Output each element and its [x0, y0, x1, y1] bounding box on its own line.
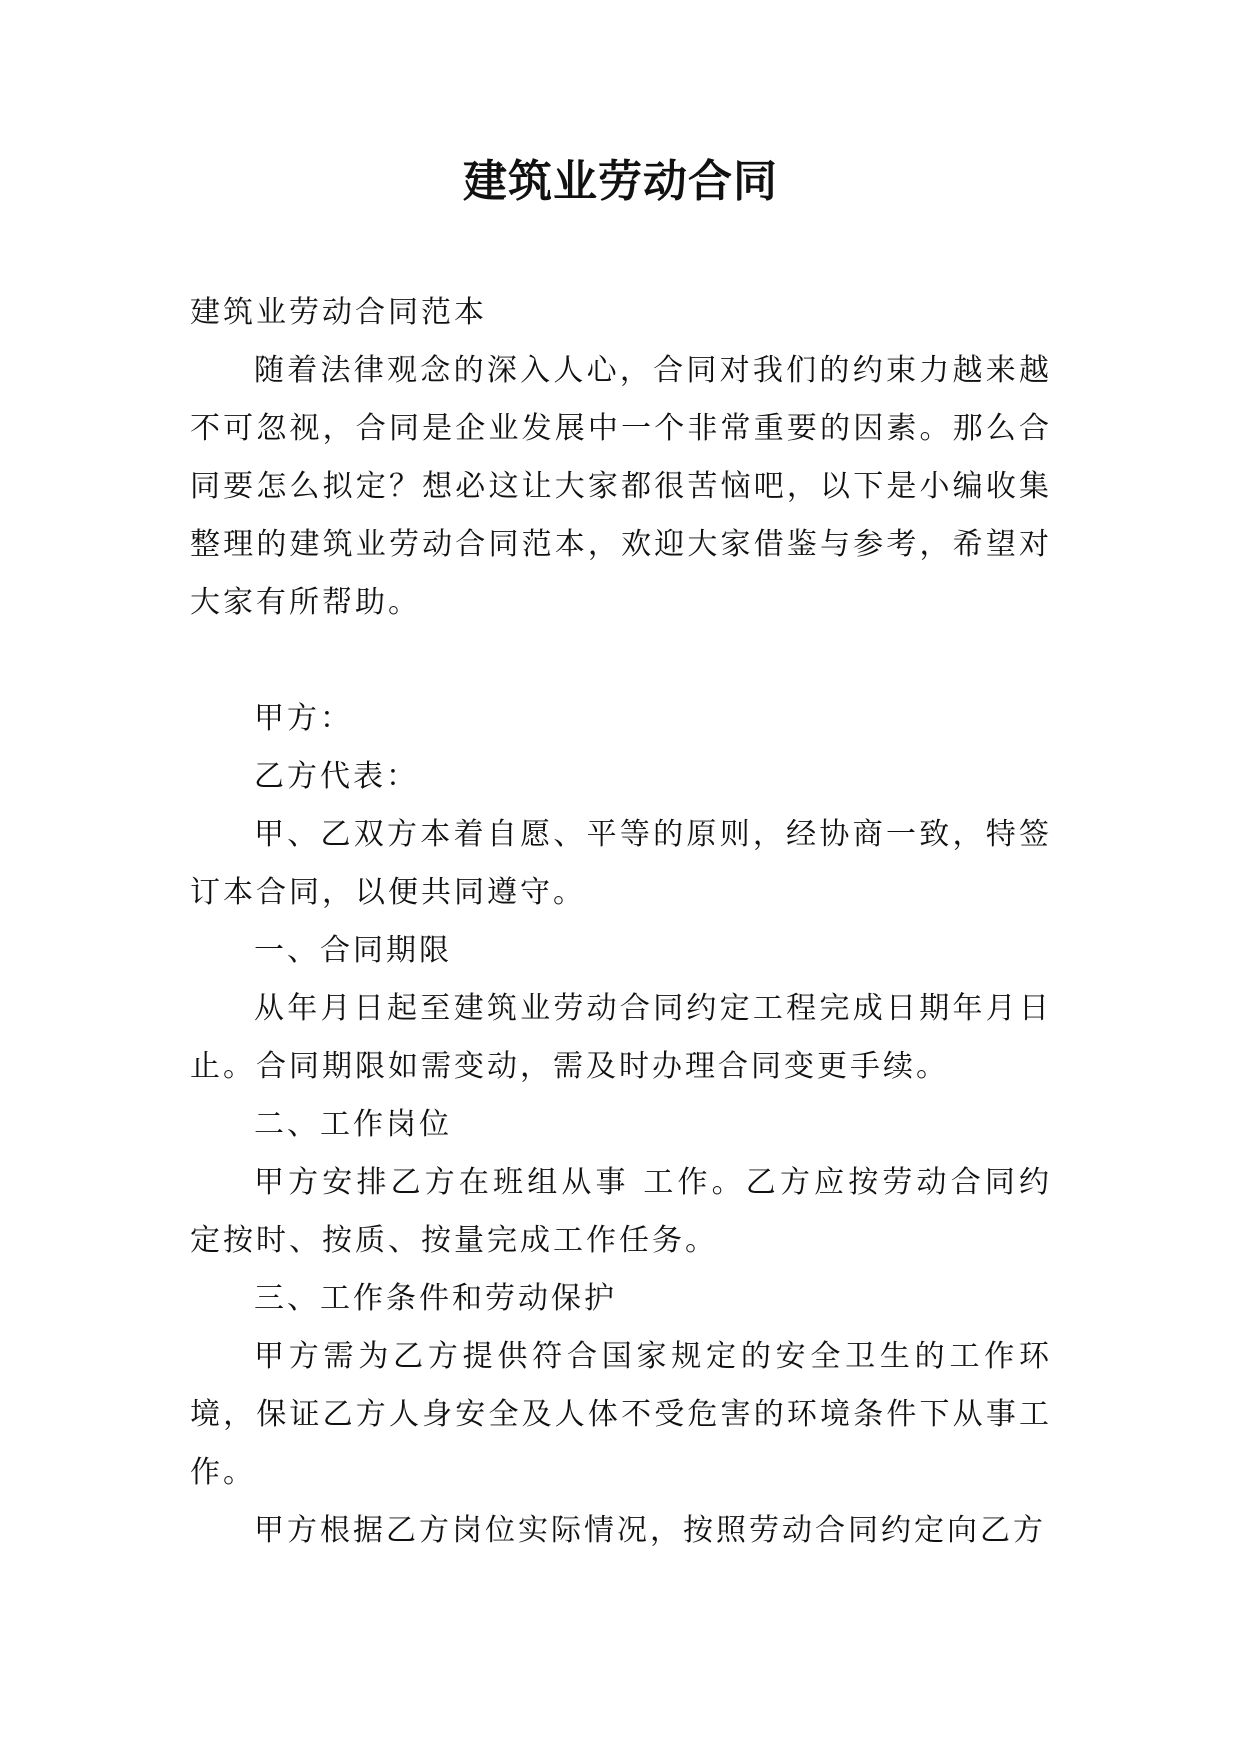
conditions-paragraph: 甲方需为乙方提供符合国家规定的安全卫生的工作环境，保证乙方人身安全及人体不受危害的环境条件下从事工作。: [190, 1339, 1052, 1490]
term-paragraph: 从年月日起至建筑业劳动合同约定工程完成日期年月日止。合同期限如需变动，需及时办理合同变更手续。: [190, 991, 1052, 1084]
intro-paragraph: 随着法律观念的深入人心，合同对我们的约束力越来越不可忽视，合同是企业发展中一个非常重要的因素。那么合同要怎么拟定？想必这让大家都很苦恼吧，以下是小编收集整理的建筑业劳动合同范本，欢迎大家借鉴与参考，希望对大家有所帮助。: [190, 353, 1052, 620]
agreement-paragraph: 甲、乙双方本着自愿、平等的原则，经协商一致，特签订本合同，以便共同遵守。: [190, 817, 1052, 910]
section-heading-term: 一、合同期限: [254, 933, 452, 968]
paragraph-spacer: [190, 632, 1052, 690]
party-b-representative-line: 乙方代表：: [254, 759, 419, 794]
section-heading-conditions: 三、工作条件和劳动保护: [254, 1281, 617, 1316]
protection-paragraph: 甲方根据乙方岗位实际情况，按照劳动合同约定向乙方: [254, 1513, 1046, 1548]
section-heading-position: 二、工作岗位: [254, 1107, 452, 1142]
document-body: [190, 284, 1052, 1560]
subtitle-line: 建筑业劳动合同范本: [190, 295, 487, 330]
party-a-line: 甲方：: [254, 701, 353, 736]
position-paragraph: 甲方安排乙方在班组从事 工作。乙方应按劳动合同约定按时、按质、按量完成工作任务。: [190, 1165, 1052, 1258]
document-title: 建筑业劳动合同: [463, 156, 778, 207]
